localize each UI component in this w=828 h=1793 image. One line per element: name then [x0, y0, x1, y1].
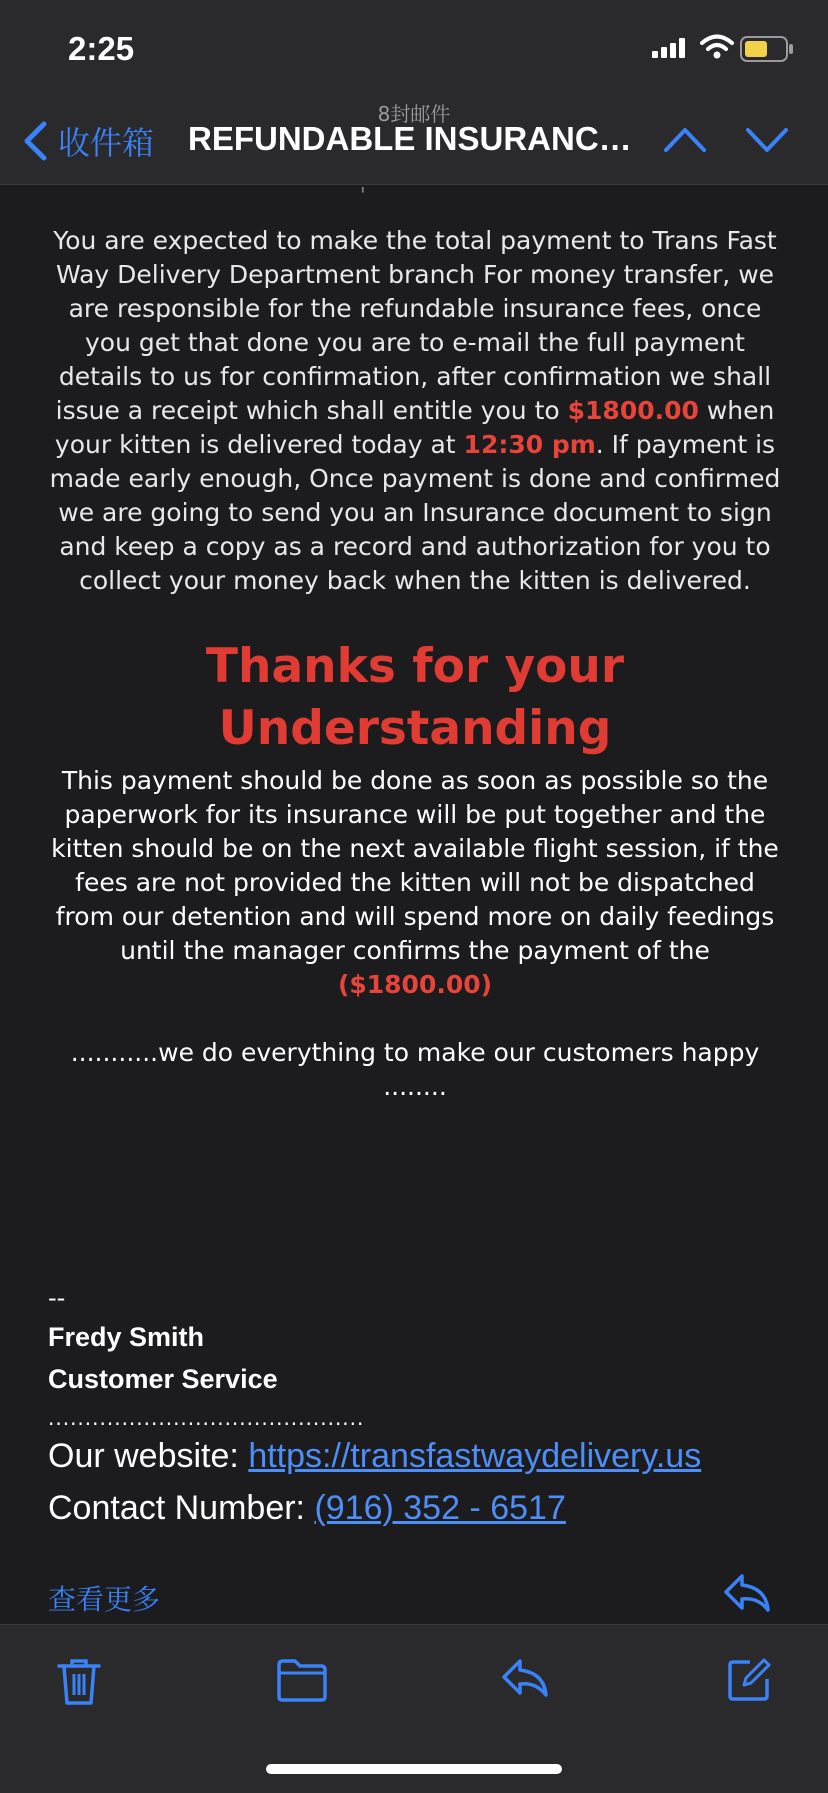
signature-separator: -- [48, 1284, 66, 1312]
paragraph-text: . If payment is made early enough, Once payment is done and confirmed we are going to send you an Insurance document to sign and keep a copy as a record and authorization for you to collect your money back when the kitten is delivered. [49, 430, 781, 595]
email-body [48, 184, 782, 1104]
see-more-link[interactable]: 查看更多 [48, 1583, 161, 1616]
contact-line [48, 1482, 782, 1534]
amount-paren-highlight: ($1800.00) [337, 970, 493, 999]
home-indicator[interactable] [266, 1764, 562, 1774]
thanks-heading: Thanks for your Understanding [205, 639, 625, 756]
cut-off-text: ' [360, 183, 366, 207]
status-time: 2:25 [68, 30, 135, 67]
compose-icon [726, 1657, 772, 1703]
sender-name: Fredy Smith [48, 1322, 205, 1352]
reply-icon [500, 1657, 550, 1701]
inline-reply-button[interactable] [722, 1572, 772, 1618]
reply-button[interactable] [500, 1657, 550, 1705]
sender-title: Customer Service [48, 1364, 278, 1394]
chevron-down-icon [744, 122, 790, 156]
wifi-icon [700, 34, 734, 60]
website-link[interactable]: https://transfastwaydelivery.us [248, 1437, 702, 1475]
header-bar [0, 0, 828, 185]
signature-block [48, 1280, 782, 1534]
mail-count: 8封邮件 [377, 102, 451, 126]
chevron-up-icon [662, 122, 708, 156]
trash-icon [56, 1657, 102, 1707]
reply-icon [722, 1572, 772, 1614]
back-to-inbox-button[interactable] [22, 118, 154, 164]
contact-label: Contact Number: [48, 1489, 315, 1527]
website-line [48, 1430, 782, 1482]
time-highlight: 12:30 pm [463, 430, 596, 459]
paragraph-text: This payment should be done as soon as possible so the paperwork for its insurance will be put together and the kitten should be on the next available flight session, if the fees are not provided the kitten will not be dispatched from our detention and will spend more on daily feedings until the manager confirms the payment of the [51, 766, 779, 965]
email-subject: REFUNDABLE INSURANCE... [188, 120, 648, 157]
payment-paragraph [48, 224, 782, 598]
phone-link[interactable]: (916) 352 - 6517 [314, 1489, 566, 1527]
cellular-signal-icon [652, 38, 688, 58]
paragraph-text: when your kitten is delivered today at [54, 396, 775, 459]
website-label: Our website: [48, 1437, 249, 1475]
chevron-left-icon [22, 121, 48, 161]
closing-line: ...........we do everything to make our customers happy ........ [70, 1038, 760, 1101]
dotted-separator: ........................................... [48, 1406, 365, 1430]
urgency-paragraph [48, 764, 782, 1002]
amount-highlight: $1800.00 [567, 396, 699, 425]
battery-icon [740, 36, 794, 62]
next-message-button[interactable] [744, 122, 790, 160]
folder-icon [276, 1657, 328, 1703]
paragraph-text: You are expected to make the total payment to Trans Fast Way Delivery Department branch For money transfer, we are responsible for the refundable insurance fees, once you get that done you are to e-mail the full payment details to us for confirmation, after confirmation we shall issue a receipt which shall entitle you to [53, 226, 777, 425]
move-to-folder-button[interactable] [276, 1657, 328, 1707]
trash-button[interactable] [56, 1657, 102, 1711]
previous-message-button[interactable] [662, 122, 708, 160]
back-label: 收件箱 [58, 124, 155, 162]
compose-button[interactable] [726, 1657, 772, 1707]
